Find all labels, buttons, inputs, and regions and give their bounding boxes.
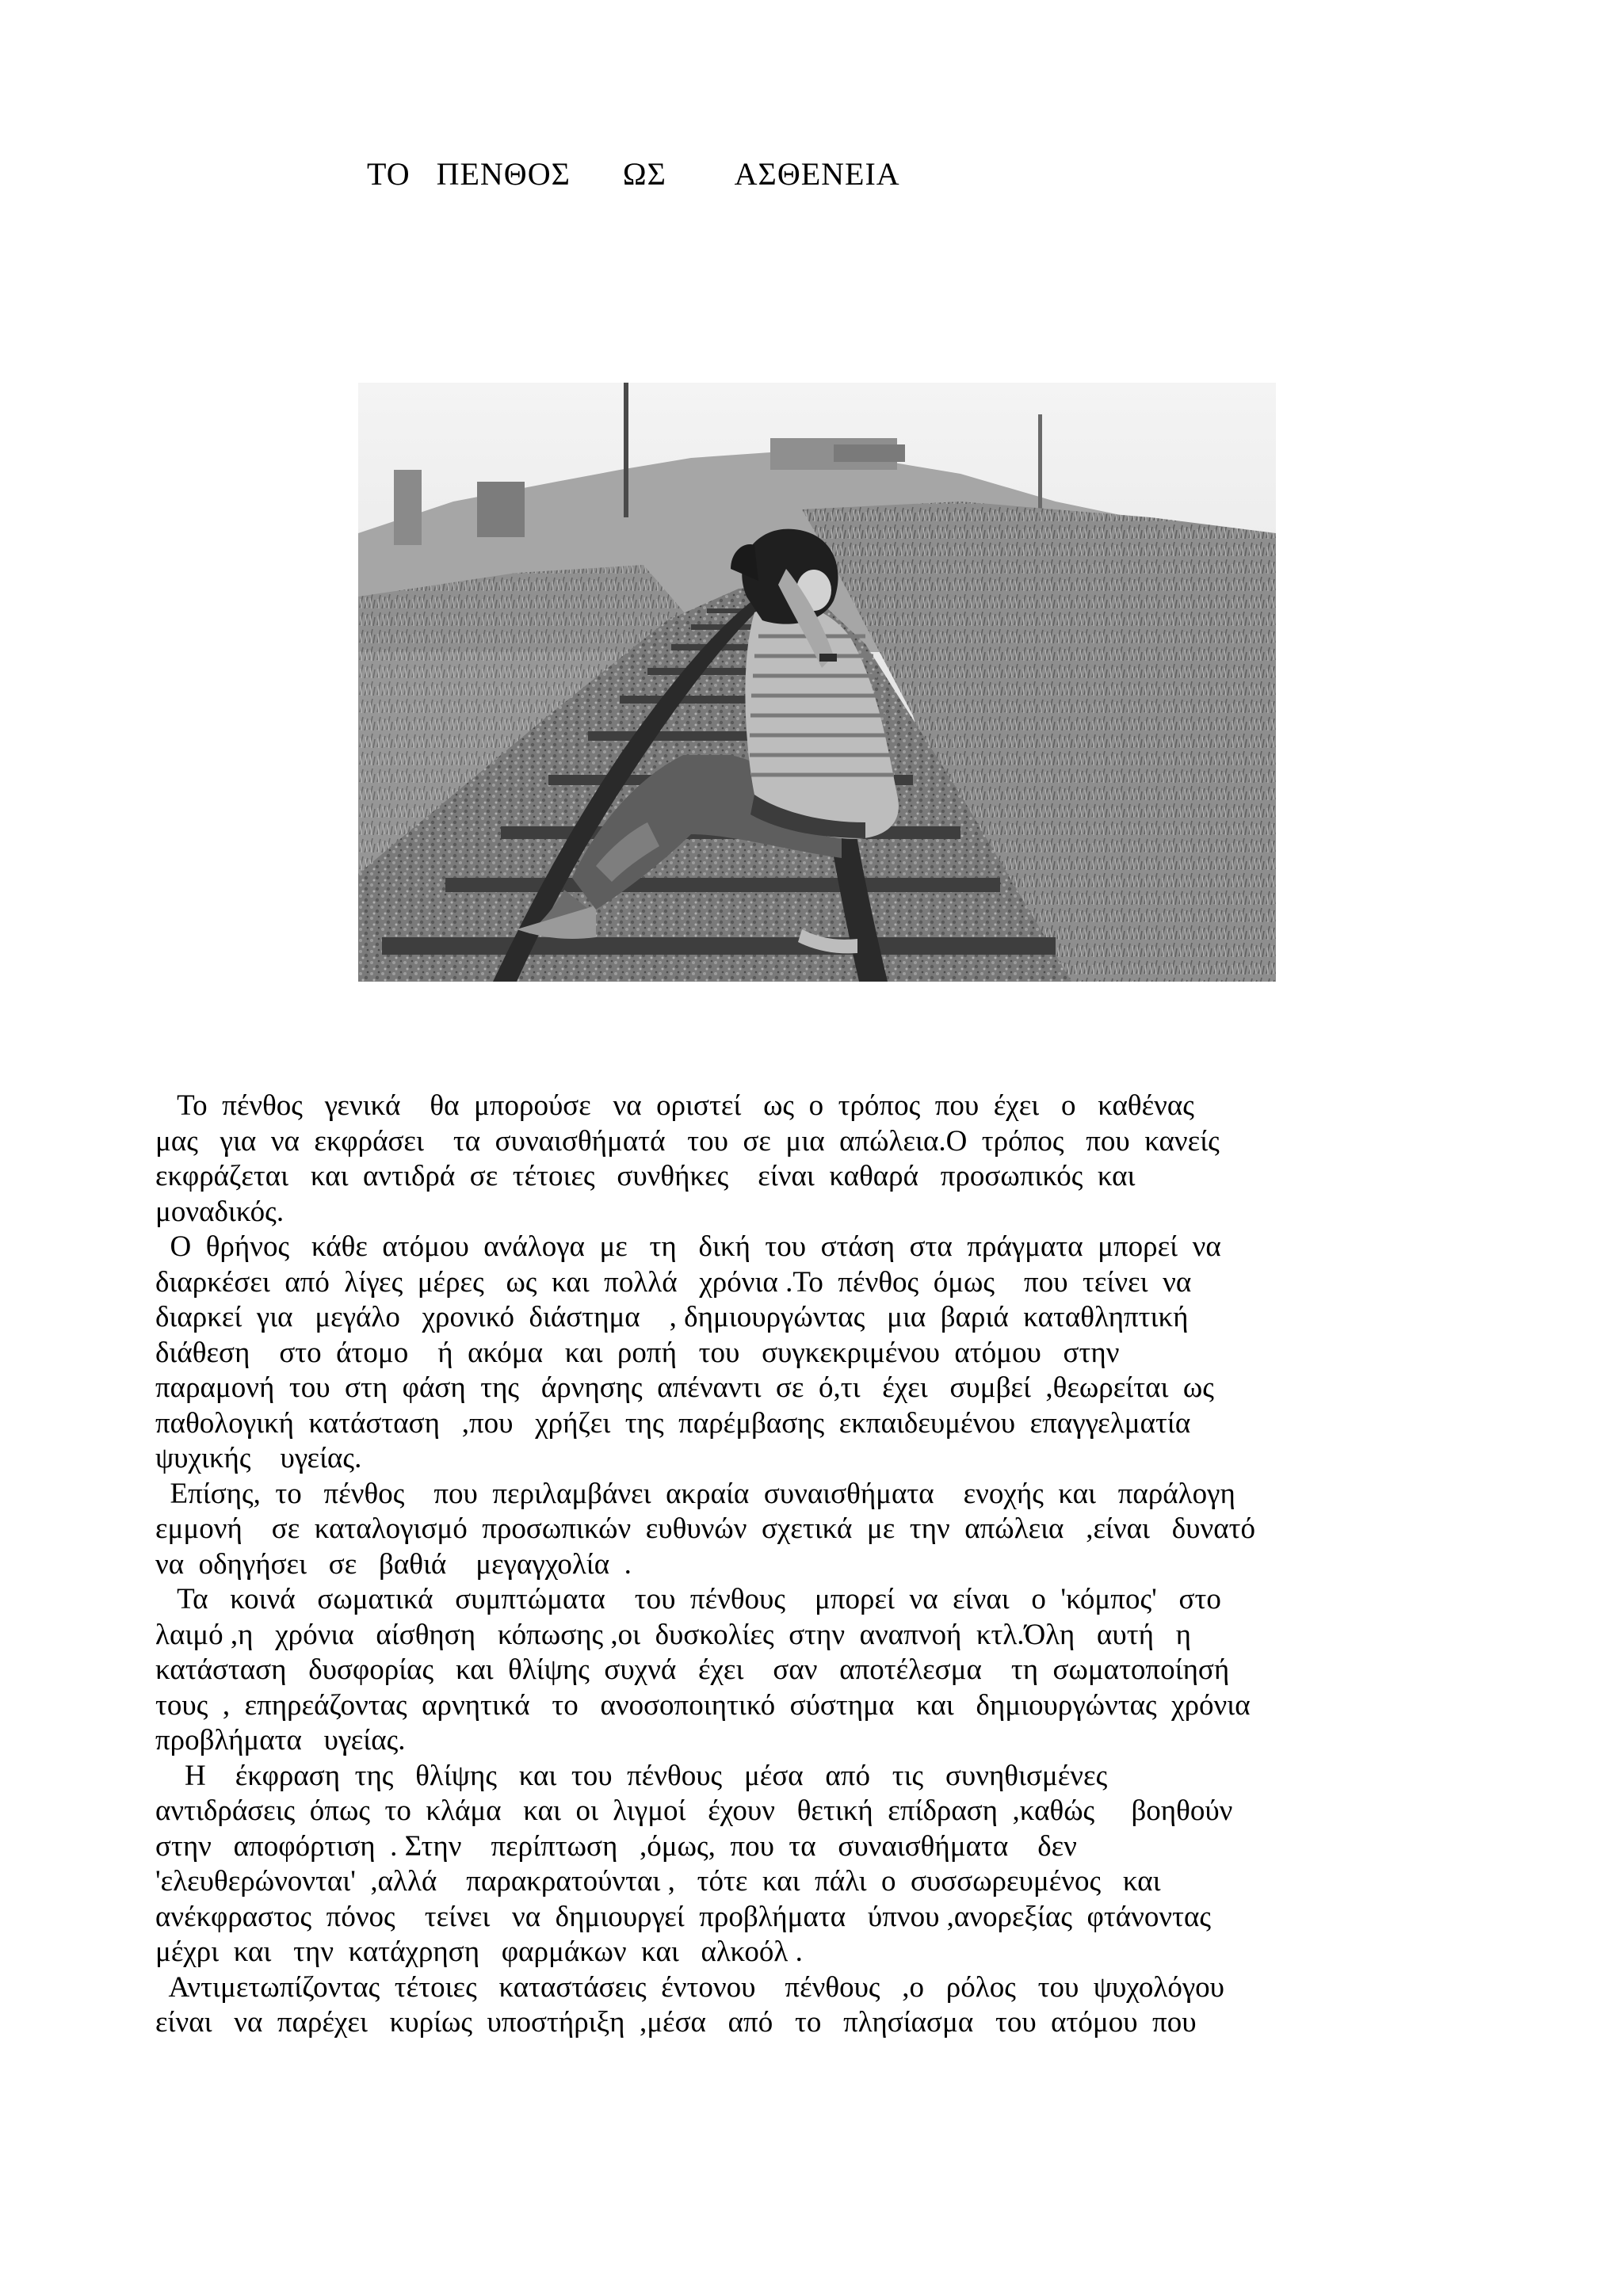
text-line: κατάσταση δυσφορίας και θλίψης συχνά έχει σαν αποτέλεσμα τη σωματοποίησή	[155, 1653, 1230, 1686]
text-line: Επίσης, το πένθος που περιλαμβάνει ακραία συναισθήματα ενοχής και παράλογη	[155, 1477, 1235, 1510]
text-line: παραμονή του στη φάση της άρνησης απέναντι σε ό,τι έχει συμβεί ,θεωρείται ως	[155, 1371, 1214, 1404]
text-line: 'ελευθερώνονται' ,αλλά παρακρατούνται , τότε και πάλι ο συσσωρευμένος και	[155, 1865, 1161, 1897]
text-line: παθολογική κατάσταση ,που χρήζει της παρέμβασης εκπαιδευμένου επαγγελματία	[155, 1406, 1191, 1440]
text-line: διαρκεί για μεγάλο χρονικό διάστημα , δημιουργώντας μια βαριά καταθληπτική	[155, 1301, 1189, 1333]
text-line: ανέκφραστος πόνος τείνει να δημιουργεί προβλήματα ύπνου ,ανορεξίας φτάνοντας	[155, 1900, 1211, 1933]
text-line: λαιμό ,η χρόνια αίσθηση κόπωσης ,οι δυσκολίες στην αναπνοή κτλ.Όλη αυτή η	[155, 1618, 1192, 1651]
photo-person-on-railway	[358, 383, 1276, 982]
text-line: προβλήματα υγείας.	[155, 1724, 406, 1756]
text-line: Η έκφραση της θλίψης και του πένθους μέσα από τις συνηθισμένες	[155, 1759, 1108, 1792]
text-line: Ο θρήνος κάθε ατόμου ανάλογα με τη δική του στάση στα πράγματα μπορεί να	[155, 1230, 1221, 1263]
text-line: ψυχικής υγείας.	[155, 1442, 362, 1474]
page-title: ΤΟ ΠΕΝΘΟΣ ΩΣ ΑΣΘΕΝΕΙΑ	[367, 156, 900, 192]
text-line: είναι να παρέχει κυρίως υποστήριξη ,μέσα από το πλησίασμα του ατόμου που	[155, 2006, 1197, 2039]
text-line: Τα κοινά σωματικά συμπτώματα του πένθους μπορεί να είναι ο 'κόμπος' στο	[155, 1583, 1221, 1615]
text-line: Αντιμετωπίζοντας τέτοιες καταστάσεις έντονου πένθους ,ο ρόλος του ψυχολόγου	[155, 1970, 1224, 2004]
text-line: τους , επηρεάζοντας αρνητικά το ανοσοποιητικό σύστημα και δημιουργώντας χρόνια	[155, 1688, 1251, 1722]
text-line: στην αποφόρτιση . Στην περίπτωση ,όμως, που τα συναισθήματα δεν	[155, 1829, 1077, 1863]
text-line: διαρκέσει από λίγες μέρες ως και πολλά χρόνια .Το πένθος όμως που τείνει να	[155, 1265, 1192, 1299]
text-line: μας για να εκφράσει τα συναισθήματά του σε μια απώλεια.Ο τρόπος που κανείς	[155, 1124, 1220, 1158]
text-line: μέχρι και την κατάχρηση φαρμάκων και αλκοόλ .	[155, 1936, 803, 1968]
text-line: μοναδικός.	[155, 1195, 285, 1228]
text-line: αντιδράσεις όπως το κλάμα και οι λιγμοί έχουν θετική επίδραση ,καθώς βοηθούν	[155, 1794, 1233, 1827]
text-line: εκφράζεται και αντιδρά σε τέτοιες συνθήκες είναι καθαρά προσωπικός και	[155, 1160, 1136, 1192]
text-line: Το πένθος γενικά θα μπορούσε να οριστεί ως ο τρόπος που έχει ο καθένας	[155, 1089, 1194, 1122]
body-text	[155, 1089, 1487, 2041]
text-line: διάθεση στο άτομο ή ακόμα και ροπή του συγκεκριμένου ατόμου στην	[155, 1336, 1120, 1369]
text-line: εμμονή σε καταλογισμό προσωπικών ευθυνών σχετικά με την απώλεια ,είναι δυνατό	[155, 1512, 1255, 1545]
text-line: να οδηγήσει σε βαθιά μεγαγχολία .	[155, 1547, 632, 1581]
